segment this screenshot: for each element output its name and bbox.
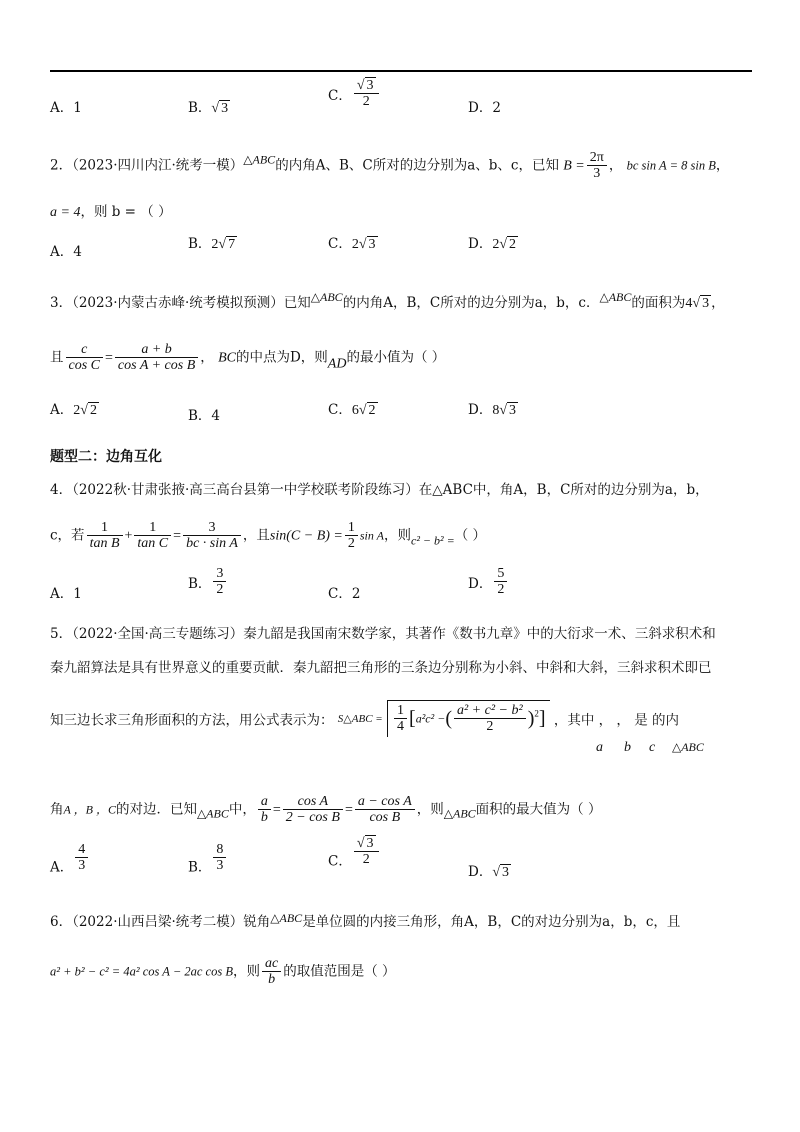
numerator: ac xyxy=(264,956,279,971)
heron-formula: $\frac{1}{4}$ [a²c² −( $\frac{\text{a² + c² − b²}}{2}$ )$^2$] xyxy=(387,700,550,737)
option-label: D． xyxy=(468,236,493,252)
q5-line4: 角A ，B ，C的对边．已知△ABC中， $\frac{a}{b}$ = $\frac{\text{cos A}}{\text{2 − cos B}}$ = $\frac{\text{a − cos A}}{\text{cos B}}$ ，则△ABC面积的最大值为（ ） xyxy=(50,794,602,826)
numerator: cos A xyxy=(297,794,329,809)
question-ask: （ ） xyxy=(454,527,487,544)
q5-line2: 秦九韶算法是具有世界意义的重要贡献．秦九韶把三角形的三条边分别称为小斜、中斜和大斜，三斜求积术即已 xyxy=(50,660,712,676)
radicand: 3 xyxy=(702,296,710,311)
q5-var-b: b xyxy=(624,740,631,755)
coefficient: 2 xyxy=(351,237,359,252)
sqrt-expr: √ 3 xyxy=(492,865,510,880)
numerator: 2π xyxy=(589,150,604,165)
radicand: 7 xyxy=(228,237,236,252)
triangle-label: △ABC xyxy=(270,911,303,925)
question-ask: 面积的最大值为（ ） xyxy=(475,801,602,818)
question-number: 2． xyxy=(50,157,73,174)
triangle-label: △ABC xyxy=(196,806,229,821)
angle-labels: A ，B ，C xyxy=(63,802,116,817)
question-ask: 的最小值为（ ） xyxy=(346,349,446,366)
target-expression: c² − b² = xyxy=(411,533,455,548)
denominator: cos C xyxy=(66,357,104,373)
triangle-label: △ABC xyxy=(310,290,343,304)
numerator: 8 xyxy=(216,842,224,857)
q2-option-a: A．4 xyxy=(50,244,82,260)
option-label: D． xyxy=(468,402,493,418)
question-text: 的对边．已知 xyxy=(115,801,197,818)
question-text: ，且 xyxy=(242,527,270,544)
option-label: B． xyxy=(188,575,212,592)
denominator: cos A + cos B xyxy=(115,357,198,373)
coefficient: 4 xyxy=(685,296,693,311)
sqrt-expr: √ 2 xyxy=(80,403,97,418)
fraction xyxy=(115,342,198,374)
q1-option-b xyxy=(188,96,230,117)
fraction xyxy=(345,520,358,552)
fraction xyxy=(87,520,123,552)
radicand: 2 xyxy=(368,403,376,418)
q2-option-c xyxy=(328,232,378,253)
numerator: 3 xyxy=(208,520,216,535)
q5-triangle: △ABC xyxy=(672,740,704,754)
numerator: √ 3 xyxy=(356,78,374,93)
q3-line1: 3．（2023·内蒙古赤峰·统考模拟预测）已知△ABC的内角A，B，C所对的边分别为a，b，c．△ABC的面积为4√ 3 ， xyxy=(50,290,725,311)
q4-option-a: A．1 xyxy=(50,586,82,602)
sine-a: sin A xyxy=(359,528,384,543)
fraction xyxy=(66,342,104,374)
fraction xyxy=(213,842,226,874)
q1-option-c xyxy=(328,78,381,110)
denominator: 2 xyxy=(494,581,507,597)
numerator: a + b xyxy=(141,342,172,357)
condition-sine: bc sin A = 8 sin B xyxy=(626,158,716,173)
question-text: ，则 xyxy=(416,801,444,818)
denominator: 2 xyxy=(213,581,226,597)
q3-option-c xyxy=(328,398,378,419)
triangle-label: △ABC xyxy=(243,152,276,167)
denominator: cos B xyxy=(355,809,415,825)
q3-option-b: B．4 xyxy=(188,408,221,424)
q4-line2: c，若 $\frac{1}{\text{tan B}}$ + $\frac{1}{\text{tan C}}$ = $\frac{3}{\text{bc · sin A}}$ ，且sin(C − B) = $\frac{1}{2}$ sin A，则c² − b² =（ ） xyxy=(50,520,487,552)
q5-var-c: c xyxy=(649,740,656,755)
question-text: 的面积为 xyxy=(631,295,686,311)
fraction xyxy=(262,956,281,988)
sqrt-expr: √ 7 xyxy=(218,237,236,252)
sqrt-expr: √ 2 xyxy=(358,403,376,418)
coefficient: 2 xyxy=(211,237,219,252)
radicand: 3 xyxy=(366,78,374,93)
fraction xyxy=(494,566,507,598)
numerator: 1 xyxy=(149,520,157,535)
q6-line2 xyxy=(50,956,396,988)
numerator: a² + c² − b² xyxy=(456,703,523,718)
q2-option-d xyxy=(468,232,518,253)
denominator: b xyxy=(262,971,281,987)
q5-option-c xyxy=(328,836,381,869)
option-label: C． xyxy=(328,87,352,104)
radicand: 3 xyxy=(502,865,510,880)
denominator: 3 xyxy=(213,857,226,873)
question-text: 的内角A、B、C所对的边分别为a、b、c，已知 xyxy=(275,157,559,174)
q5-option-b xyxy=(188,842,228,875)
question-text: ，则 xyxy=(232,963,260,980)
question-text: 角 xyxy=(50,801,64,818)
q1-option-d: D．2 xyxy=(468,100,501,116)
q5-var-a: a xyxy=(596,740,603,755)
option-label: B． xyxy=(188,859,212,876)
denominator: 3 xyxy=(587,165,607,181)
q1-option-a: A．1 xyxy=(50,100,82,116)
triangle-label: △ABC xyxy=(599,290,632,304)
sqrt-expr: √ 3 xyxy=(499,403,517,418)
coefficient: 6 xyxy=(351,403,359,418)
denominator: bc · sin A xyxy=(183,535,241,551)
option-label: D． xyxy=(468,575,493,592)
sine-expression: sin(C − B) = xyxy=(269,528,343,544)
q4-option-c: C．2 xyxy=(328,586,361,602)
question-text: ，则 xyxy=(384,527,411,544)
fraction xyxy=(75,842,88,874)
numerator: a − cos A xyxy=(357,794,412,809)
q5-line3 xyxy=(50,700,679,760)
fraction xyxy=(134,520,171,552)
sqrt-expr: √ 3 xyxy=(211,101,229,116)
fraction xyxy=(283,794,343,826)
question-text: 的中点为D，则 xyxy=(235,349,328,366)
option-label: C． xyxy=(328,853,352,870)
q3-line2: 且 $\frac{c}{\text{cos C}}$ = $\frac{a + b}{\text{cos A + cos B}}$ ， BC的中点为D，则AD的最小值为（ ） xyxy=(50,342,446,374)
radicand: 3 xyxy=(366,836,374,851)
numerator: c xyxy=(81,342,88,357)
fraction xyxy=(258,794,271,826)
fraction xyxy=(454,703,526,735)
q2-line2 xyxy=(50,200,172,221)
question-text: 知三边长求三角形面积的方法，用公式表示为： xyxy=(50,712,334,729)
option-label: A． xyxy=(50,859,74,876)
radicand: 3 xyxy=(221,101,229,116)
numerator: √ 3 xyxy=(356,836,374,851)
triangle-label: △ABC xyxy=(443,806,476,821)
question-source: （2023·内蒙古赤峰·统考模拟预测）已知 xyxy=(72,295,311,311)
numerator: 3 xyxy=(216,566,224,581)
denominator: tan C xyxy=(134,535,171,551)
q2-option-b xyxy=(188,232,237,253)
denominator: 4 xyxy=(394,718,407,734)
denominator: 3 xyxy=(75,857,88,873)
numerator: 1 xyxy=(101,520,109,535)
question-text: 6．（2022·山西吕梁·统考二模）锐角 xyxy=(50,914,271,930)
radicand: 2 xyxy=(89,403,97,418)
option-label: B． xyxy=(188,236,212,252)
top-rule xyxy=(50,70,752,72)
question-text: 中， xyxy=(228,801,256,818)
fraction xyxy=(394,703,407,735)
fraction xyxy=(355,794,415,826)
numerator: 4 xyxy=(78,842,86,857)
question-text: 是单位圆的内接三角形，角A，B，C的对边分别为a，b，c，且 xyxy=(302,914,681,930)
question-text: ，其中 ， ， 是 的内 xyxy=(553,712,679,729)
condition-a: a = 4 xyxy=(50,205,81,220)
denominator: b xyxy=(258,809,271,825)
area-symbol: S△ABC = xyxy=(337,712,383,725)
q4-option-d xyxy=(468,566,509,598)
denominator: 2 xyxy=(354,851,379,867)
numerator: 1 xyxy=(347,520,355,535)
sqrt-expr: √ 2 xyxy=(499,237,517,252)
option-label: A． xyxy=(50,402,74,418)
question-text: 的内角A，B，C所对的边分别为a，b，c． xyxy=(342,295,600,311)
question-source: （2023·四川内江·统考一模） xyxy=(72,157,244,174)
numerator: 5 xyxy=(497,566,505,581)
question-number: 3． xyxy=(50,295,73,311)
q5-option-a xyxy=(50,842,90,875)
denominator: 2 xyxy=(345,535,358,551)
condition-equation: a² + b² − c² = 4a² cos A − 2ac cos B xyxy=(50,964,233,979)
option-label: C． xyxy=(328,236,352,252)
section-heading: 题型二：边角互化 xyxy=(50,449,162,465)
segment-bc: BC xyxy=(218,350,236,366)
q4-line1: 4．（2022秋·甘肃张掖·高三高台县第一中学校联考阶段练习）在△ABC中，角A，B，C所对的边分别为a，b， xyxy=(50,482,709,498)
denominator: 2 xyxy=(454,718,526,734)
q4-option-b xyxy=(188,566,228,598)
fraction xyxy=(587,150,607,182)
question-ask: ，则 b = （ ） xyxy=(80,204,172,220)
fraction xyxy=(354,836,379,868)
denominator: 2 xyxy=(354,93,379,109)
option-label: C． xyxy=(328,402,352,418)
segment-ad: AD xyxy=(327,356,347,372)
radicand: 3 xyxy=(509,403,517,418)
sqrt-expr: √ 3 xyxy=(692,296,710,311)
q3-option-a xyxy=(50,398,99,419)
q6-line1 xyxy=(50,910,680,930)
q3-option-d xyxy=(468,398,518,419)
q2-line1: 2．（2023·四川内江·统考一模）△ABC的内角A、B、C所对的边分别为a、b、c，已知 B = $\frac{2\pi}{3}$ ， bc sin A = 8 sin B， xyxy=(50,150,730,182)
q5-option-d xyxy=(468,860,511,881)
denominator: 2 − cos B xyxy=(283,809,343,825)
radicand: 2 xyxy=(509,237,517,252)
denominator: tan B xyxy=(87,535,123,551)
radicand: 3 xyxy=(368,237,376,252)
option-label: D． xyxy=(468,864,493,880)
question-ask: 的取值范围是（ ） xyxy=(283,963,396,980)
sqrt-expr: √ 3 xyxy=(358,237,376,252)
numerator: a xyxy=(260,794,268,809)
ac-term: a²c² − xyxy=(415,711,446,726)
q5-line1: 5．（2022·全国·高三专题练习）秦九韶是我国南宋数学家，其著作《数书九章》中的大衍求一术、三斜求积术和 xyxy=(50,626,716,642)
question-text: c，若 xyxy=(50,527,85,544)
condition-b: B = xyxy=(563,158,585,174)
question-text: 且 xyxy=(50,349,64,366)
fraction xyxy=(213,566,226,598)
fraction xyxy=(354,78,379,110)
coefficient: 2 xyxy=(73,403,81,418)
coefficient: 2 xyxy=(492,237,500,252)
option-label: B． xyxy=(188,100,212,116)
coefficient: 8 xyxy=(492,403,500,418)
numerator: 1 xyxy=(397,703,405,718)
fraction xyxy=(183,520,241,552)
